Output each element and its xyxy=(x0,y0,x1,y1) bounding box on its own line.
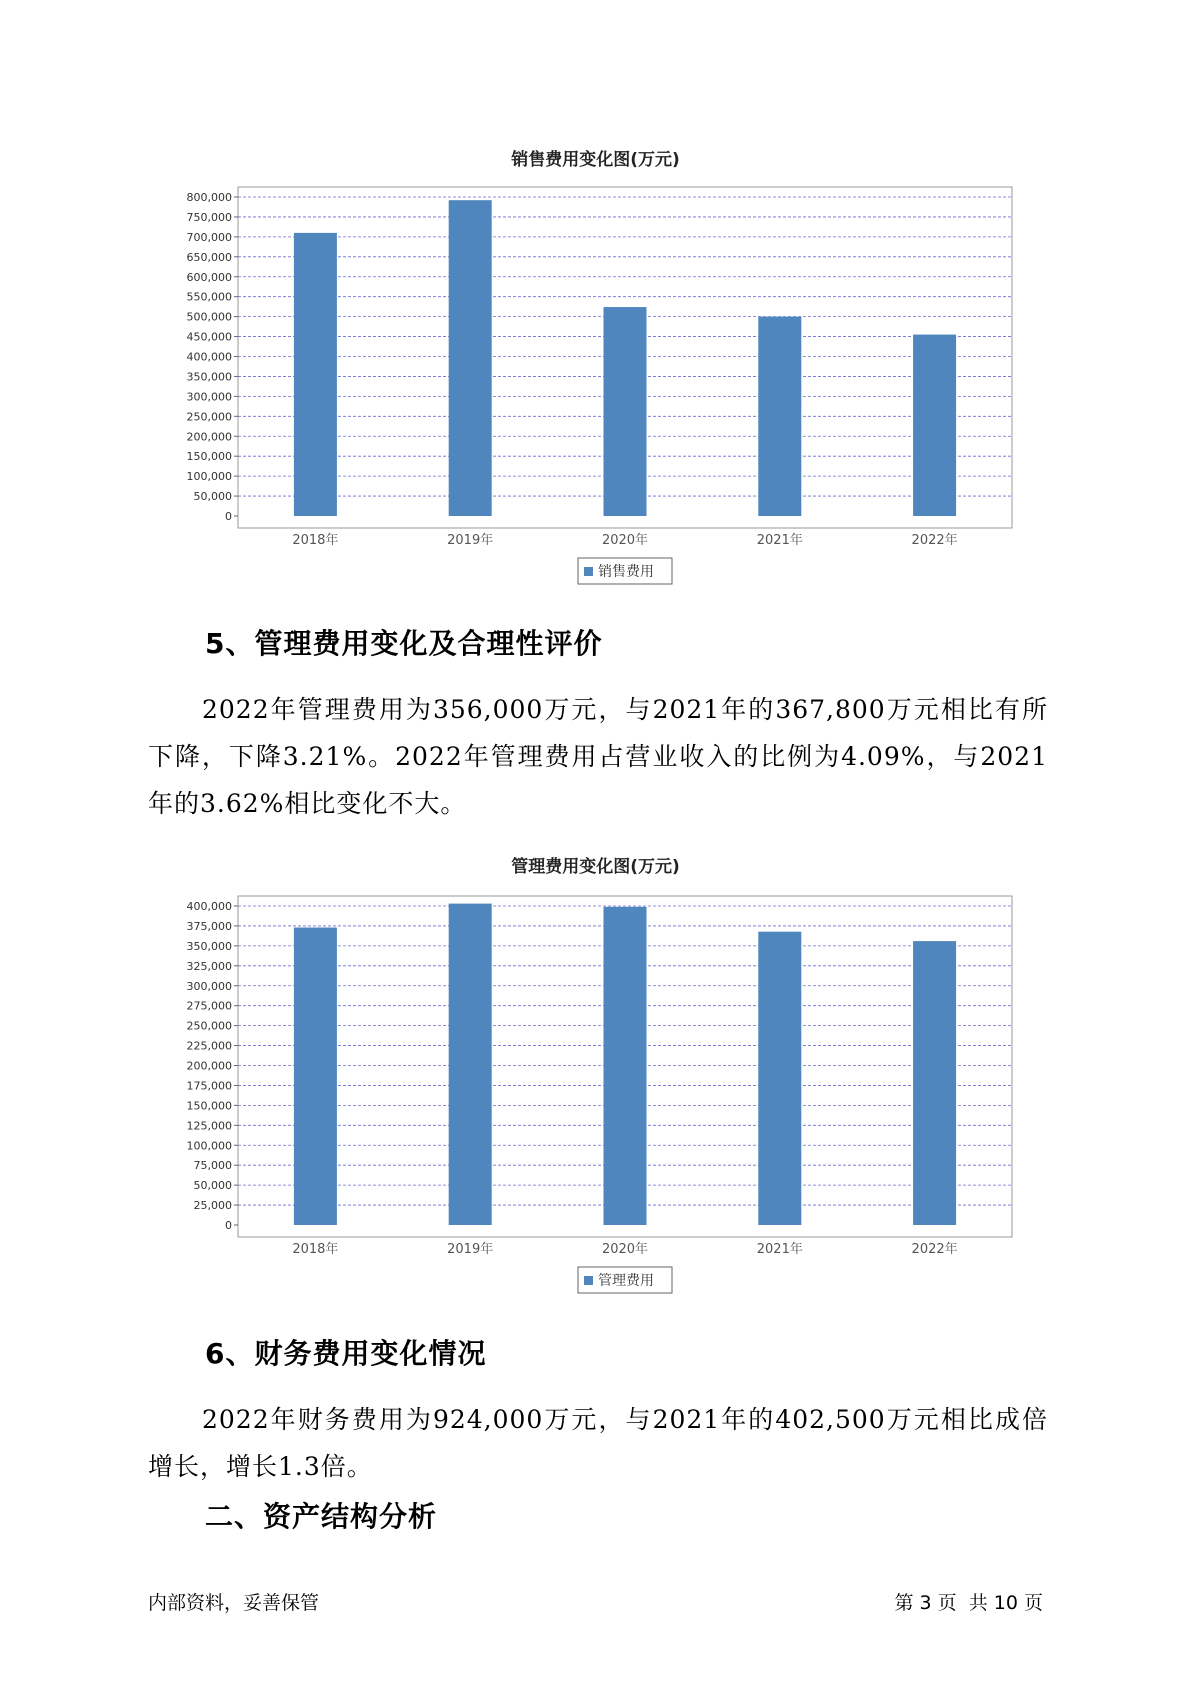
section6-heading: 6、财务费用变化情况 xyxy=(205,1337,487,1370)
footer-left: 内部资料，妥善保管 xyxy=(148,1592,320,1614)
y-tick-label: 750,000 xyxy=(186,210,232,224)
section-two-heading: 二、资产结构分析 xyxy=(205,1500,438,1533)
y-tick-label: 200,000 xyxy=(186,1059,232,1073)
y-tick-label: 0 xyxy=(225,1219,232,1232)
section5-heading: 5、管理费用变化及合理性评价 xyxy=(205,627,603,660)
x-tick-label: 2021年 xyxy=(756,1242,803,1257)
x-tick-label: 2020年 xyxy=(601,1242,649,1257)
y-tick-label: 50,000 xyxy=(193,490,232,504)
y-tick-label: 225,000 xyxy=(186,1039,232,1053)
bar xyxy=(758,932,801,1225)
x-tick-label: 2022年 xyxy=(911,1242,958,1257)
legend-label: 管理费用 xyxy=(598,1273,654,1289)
y-tick-label: 350,000 xyxy=(186,370,232,384)
y-tick-label: 100,000 xyxy=(186,1139,232,1153)
y-tick-label: 75,000 xyxy=(193,1159,232,1173)
y-tick-label: 500,000 xyxy=(186,310,232,324)
y-tick-label: 550,000 xyxy=(186,290,232,304)
y-tick-label: 125,000 xyxy=(186,1119,232,1133)
y-tick-label: 600,000 xyxy=(186,270,232,284)
y-tick-label: 150,000 xyxy=(186,1099,232,1113)
x-tick-label: 2019年 xyxy=(447,533,494,548)
bar xyxy=(604,907,647,1225)
y-tick-label: 650,000 xyxy=(186,250,232,264)
section5-paragraph: 2022年管理费用为356,000万元，与2021年的367,800万元相比有所下降，下降3.21%。2022年管理费用占营业收入的比例为4.09%，与2021年的3.62%相比变化不大。 xyxy=(148,695,1048,818)
footer-page-number: 第 3 页 共 10 页 xyxy=(894,1592,1043,1614)
y-tick-label: 325,000 xyxy=(186,959,232,973)
y-tick-label: 300,000 xyxy=(186,979,232,993)
bar xyxy=(449,904,492,1225)
x-tick-label: 2018年 xyxy=(292,533,339,548)
y-tick-label: 250,000 xyxy=(186,1019,232,1033)
y-tick-label: 100,000 xyxy=(186,470,232,484)
y-tick-label: 275,000 xyxy=(186,999,232,1013)
x-tick-label: 2019年 xyxy=(447,1242,494,1257)
y-tick-label: 400,000 xyxy=(186,350,232,364)
x-tick-label: 2021年 xyxy=(756,533,803,548)
bar xyxy=(294,928,337,1225)
y-tick-label: 50,000 xyxy=(193,1179,232,1193)
legend-label: 销售费用 xyxy=(598,564,654,580)
section6-paragraph: 2022年财务费用为924,000万元，与2021年的402,500万元相比成倍增长，增长1.3倍。 xyxy=(148,1405,1048,1481)
y-tick-label: 350,000 xyxy=(186,939,232,953)
y-tick-label: 375,000 xyxy=(186,919,232,933)
y-tick-label: 25,000 xyxy=(193,1199,232,1213)
y-tick-label: 150,000 xyxy=(186,450,232,464)
bar xyxy=(913,941,956,1225)
chart1-title: 销售费用变化图(万元) xyxy=(511,150,680,170)
x-tick-label: 2022年 xyxy=(911,533,958,548)
x-tick-label: 2018年 xyxy=(292,1242,339,1257)
x-tick-label: 2020年 xyxy=(601,533,649,548)
y-tick-label: 450,000 xyxy=(186,330,232,344)
y-tick-label: 200,000 xyxy=(186,430,232,444)
legend-swatch xyxy=(584,1276,593,1285)
y-tick-label: 0 xyxy=(225,510,232,523)
y-tick-label: 250,000 xyxy=(186,410,232,424)
y-tick-label: 700,000 xyxy=(186,230,232,244)
chart2-title: 管理费用变化图(万元) xyxy=(511,857,680,877)
y-tick-label: 800,000 xyxy=(186,191,232,204)
y-tick-label: 300,000 xyxy=(186,390,232,404)
y-tick-label: 175,000 xyxy=(186,1079,232,1093)
y-tick-label: 400,000 xyxy=(186,900,232,913)
